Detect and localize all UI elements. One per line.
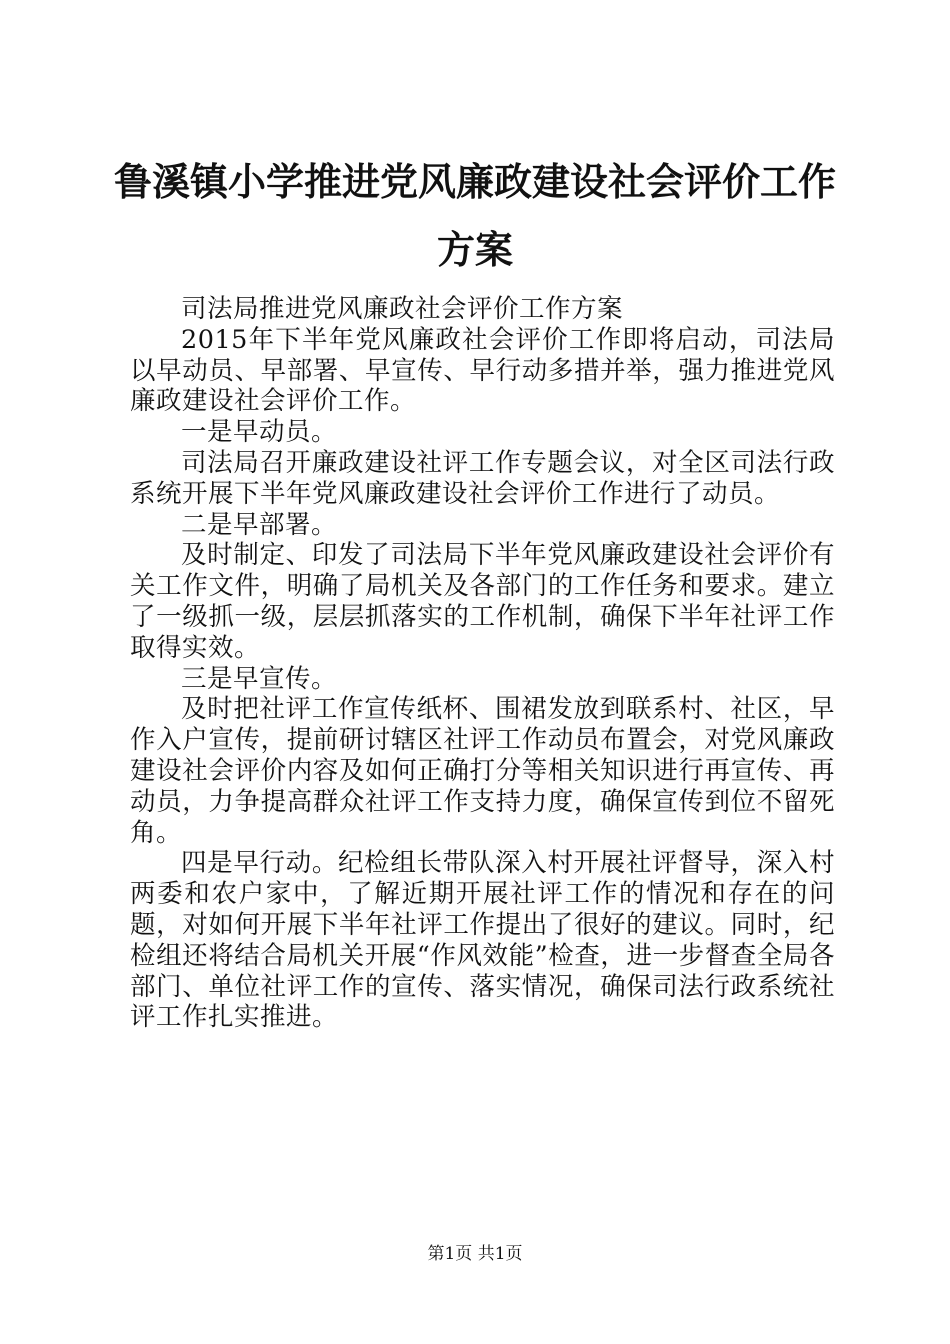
document-body bbox=[130, 294, 835, 1033]
page-number-footer: 第1页 共1页 bbox=[427, 1244, 523, 1264]
paragraph-body-4: 四是早行动。纪检组长带队深入村开展社评督导，深入村两委和农户家中，了解近期开展社评工作的情况和存在的问题，对如何开展下半年社评工作提出了很好的建议。同时，纪检组还将结合局机关开展“作风效能”检查，进一步督查全局各部门、单位社评工作的宣传、落实情况，确保司法行政系统社评工作扎实推进。 bbox=[130, 848, 835, 1033]
paragraph-body-2: 及时制定、印发了司法局下半年党风廉政建设社会评价有关工作文件，明确了局机关及各部门的工作任务和要求。建立了一级抓一级，层层抓落实的工作机制，确保下半年社评工作取得实效。 bbox=[130, 540, 835, 663]
paragraph-intro: 2015年下半年党风廉政社会评价工作即将启动，司法局以早动员、早部署、早宣传、早行动多措并举，强力推进党风廉政建设社会评价工作。 bbox=[130, 324, 835, 417]
paragraph-heading-3: 三是早宣传。 bbox=[181, 663, 338, 694]
paragraph-heading-1: 一是早动员。 bbox=[181, 417, 338, 448]
document-title: 鲁溪镇小学推进党风廉政建设社会评价工作方案 bbox=[113, 159, 836, 272]
paragraph-subtitle: 司法局推进党风廉政社会评价工作方案 bbox=[181, 294, 624, 324]
paragraph-body-3: 及时把社评工作宣传纸杯、围裙发放到联系村、社区，早作入户宣传，提前研讨辖区社评工作动员布置会，对党风廉政建设社会评价内容及如何正确打分等相关知识进行再宣传、再动员，力争提高群众社评工作支持力度，确保宣传到位不留死角。 bbox=[130, 694, 835, 848]
paragraph-body-1: 司法局召开廉政建设社评工作专题会议，对全区司法行政系统开展下半年党风廉政建设社会评价工作进行了动员。 bbox=[130, 447, 835, 509]
paragraph-heading-2: 二是早部署。 bbox=[181, 509, 338, 540]
